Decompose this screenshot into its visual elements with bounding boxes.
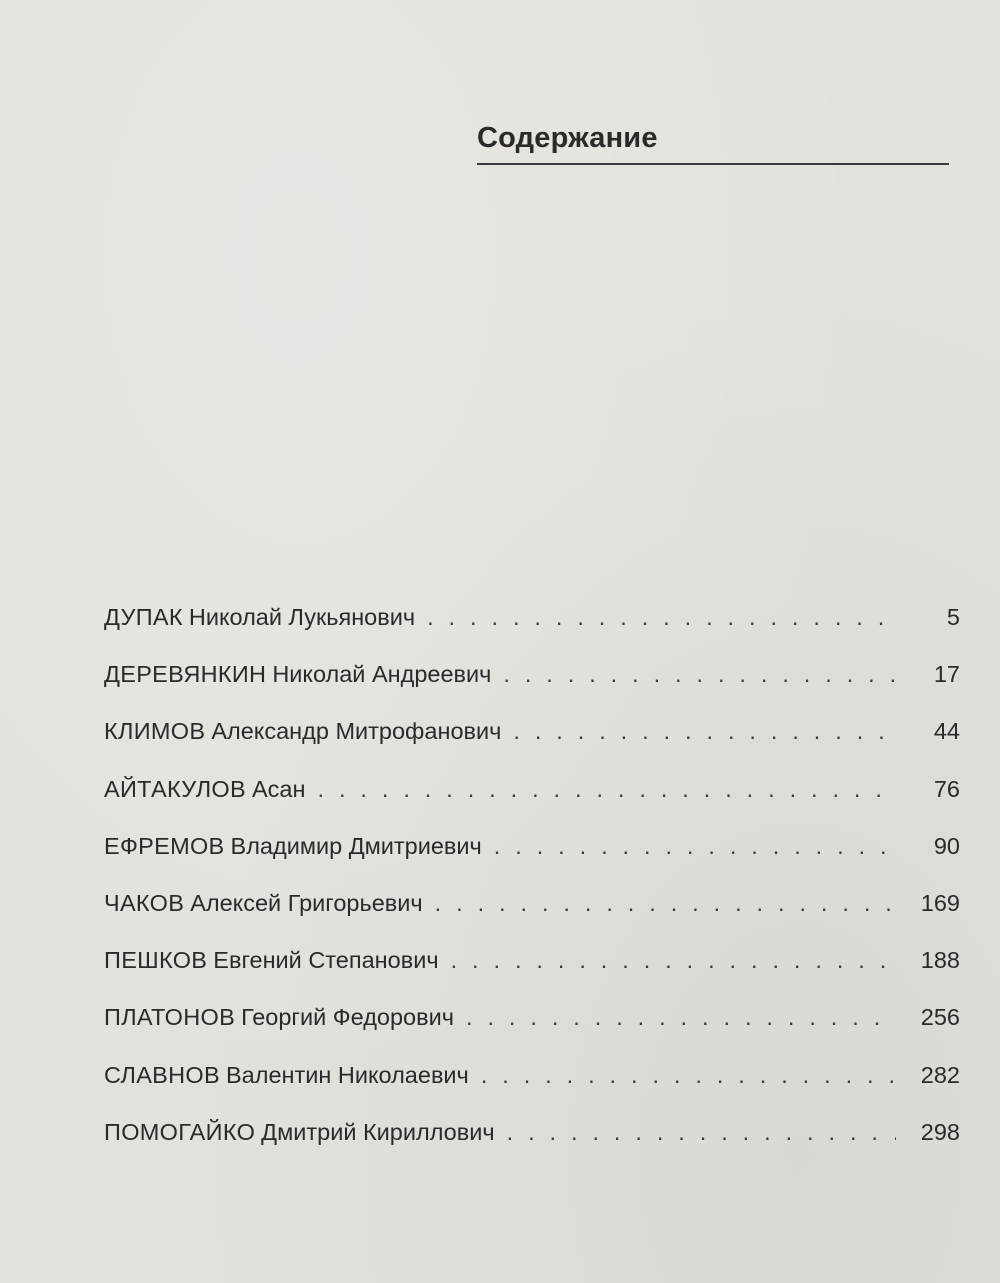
- toc-entry-given-names: Дмитрий Кириллович: [261, 1118, 495, 1145]
- toc-entry-name: [104, 604, 415, 631]
- toc-entry-page-number: 44: [933, 718, 960, 745]
- toc-entry-surname: СЛАВНОВ: [104, 1061, 220, 1088]
- dot-leader: [507, 1119, 896, 1146]
- toc-entry: [104, 1004, 960, 1061]
- toc-entry-page-number: 90: [933, 832, 960, 859]
- toc-entry-page-number: 282: [920, 1061, 960, 1088]
- toc-entry-given-names: Асан: [252, 775, 306, 802]
- toc-entry-given-names: Николай Андреевич: [272, 661, 492, 688]
- toc-entry-name: [104, 947, 439, 974]
- toc-entry-page-number: 256: [920, 1004, 960, 1031]
- toc-entry: [104, 1062, 960, 1119]
- toc-entry-name: [104, 1119, 495, 1146]
- toc-entry-name: [104, 1062, 469, 1089]
- toc-entry-surname: КЛИМОВ: [104, 718, 206, 745]
- toc-entry-page-number: 76: [933, 775, 960, 802]
- toc-entry-given-names: Георгий Федорович: [241, 1004, 454, 1031]
- toc-entry-page-number: 17: [933, 661, 960, 688]
- table-of-contents: [104, 604, 960, 1176]
- heading-underline: [477, 163, 949, 165]
- page-title: Содержание: [477, 122, 658, 154]
- toc-entry-name: [104, 833, 482, 860]
- dot-leader: [503, 661, 896, 688]
- dot-leader: [466, 1004, 896, 1031]
- toc-entry-given-names: Николай Лукьянович: [188, 604, 416, 630]
- toc-entry: [104, 947, 960, 1004]
- toc-entry-surname: ДУПАК: [104, 604, 183, 630]
- toc-entry-surname: АЙТАКУЛОВ: [104, 775, 246, 802]
- dot-leader: [513, 718, 896, 745]
- dot-leader: [317, 776, 896, 803]
- toc-entry: [104, 604, 960, 661]
- toc-entry-page-number: 188: [920, 947, 960, 974]
- dot-leader: [427, 604, 896, 631]
- toc-entry-surname: ПЛАТОНОВ: [104, 1004, 236, 1031]
- toc-entry-given-names: Валентин Николаевич: [226, 1061, 469, 1088]
- toc-entry-page-number: 5: [946, 604, 960, 630]
- toc-entry: [104, 776, 960, 833]
- toc-entry-surname: ПЕШКОВ: [104, 947, 208, 974]
- toc-entry: [104, 1119, 960, 1176]
- toc-entry-surname: ЕФРЕМОВ: [104, 832, 225, 859]
- toc-entry-surname: ДЕРЕВЯНКИН: [104, 661, 267, 688]
- toc-entry-page-number: 298: [920, 1118, 960, 1145]
- toc-entry-surname: ПОМОГАЙКО: [104, 1118, 256, 1145]
- toc-entry-surname: ЧАКОВ: [104, 889, 185, 916]
- dot-leader: [435, 890, 896, 917]
- toc-entry-name: [104, 1004, 454, 1031]
- toc-entry-given-names: Алексей Григорьевич: [190, 889, 423, 916]
- toc-entry-name: [104, 776, 305, 803]
- toc-entry-name: [104, 661, 491, 688]
- toc-entry-given-names: Александр Митрофанович: [211, 718, 502, 745]
- contents-heading-block: [477, 118, 949, 165]
- toc-entry: [104, 890, 960, 947]
- toc-entry-given-names: Евгений Степанович: [213, 947, 439, 974]
- dot-leader: [451, 947, 896, 974]
- toc-entry-name: [104, 890, 423, 917]
- toc-entry: [104, 661, 960, 718]
- toc-entry-page-number: 169: [920, 889, 960, 916]
- dot-leader: [481, 1062, 896, 1089]
- toc-entry-given-names: Владимир Дмитриевич: [230, 832, 482, 859]
- toc-entry: [104, 833, 960, 890]
- dot-leader: [494, 833, 896, 860]
- toc-entry-name: [104, 718, 501, 745]
- toc-entry: [104, 718, 960, 775]
